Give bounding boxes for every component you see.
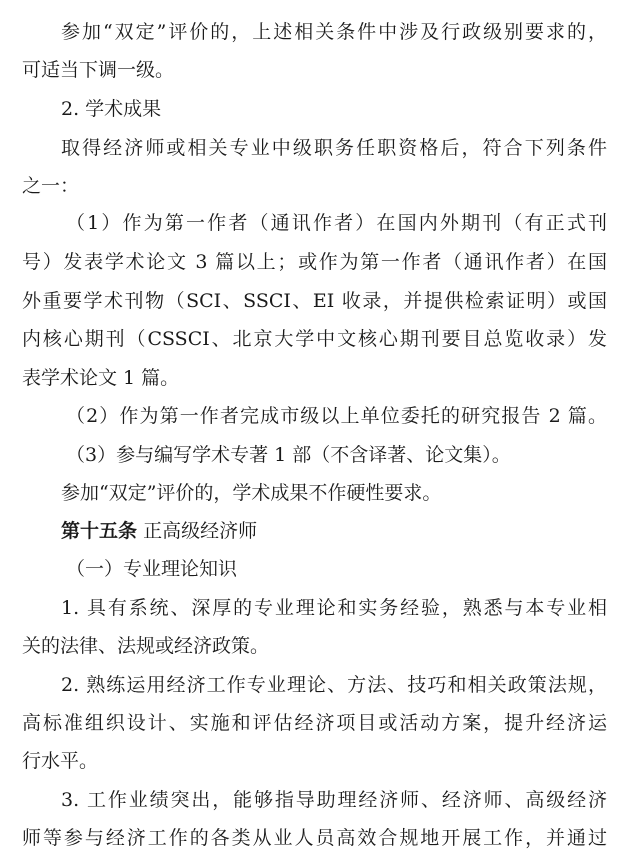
paragraph-line: 可适当下调一级。 [22, 59, 175, 81]
paragraph-line: 师等参与经济工作的各类从业人员高效合规地开展工作，并通过 [22, 827, 607, 849]
list-item-line: （2）作为第一作者完成市级以上单位委托的研究报告 2 篇。 [66, 405, 607, 427]
paragraph-line: 之一： [22, 175, 80, 197]
list-item-line: 内核心期刊（CSSCI、北京大学中文核心期刊要目总览收录）发 [22, 328, 607, 350]
list-item-line: （1）作为第一作者（通讯作者）在国内外期刊（有正式刊 [66, 212, 607, 234]
article-label: 第十五条 [61, 520, 138, 542]
list-item-line: 表学术论文 1 篇。 [22, 367, 180, 389]
paragraph-line: 关的法律、法规或经济政策。 [22, 635, 270, 657]
paragraph-line: 高标准组织设计、实施和评估经济项目或活动方案，提升经济运 [22, 712, 607, 734]
paragraph-line: 参加“双定”评价的，学术成果不作硬性要求。 [61, 482, 442, 504]
paragraph-line: 取得经济师或相关专业中级职务任职资格后，符合下列条件 [61, 137, 607, 159]
list-item-line: （3）参与编写学术专著 1 部（不含译著、论文集）。 [66, 444, 511, 466]
section-heading: 2. 学术成果 [61, 98, 162, 120]
paragraph-line: 2. 熟练运用经济工作专业理论、方法、技巧和相关政策法规， [61, 674, 607, 696]
paragraph-line: 行水平。 [22, 750, 99, 772]
article-heading [61, 519, 607, 543]
article-title: 正高级经济师 [143, 520, 258, 542]
list-item-line: 外重要学术刊物（SCI、SSCI、EI 收录，并提供检索证明）或国 [22, 290, 607, 312]
subsection-heading: （一）专业理论知识 [66, 558, 238, 580]
paragraph-line: 参加“双定”评价的，上述相关条件中涉及行政级别要求的， [61, 21, 607, 43]
paragraph-line: 1. 具有系统、深厚的专业理论和实务经验，熟悉与本专业相 [61, 597, 607, 619]
list-item-line: 号）发表学术论文 3 篇以上；或作为第一作者（通讯作者）在国 [22, 251, 607, 273]
paragraph-line: 3. 工作业绩突出，能够指导助理经济师、经济师、高级经济 [61, 789, 607, 811]
